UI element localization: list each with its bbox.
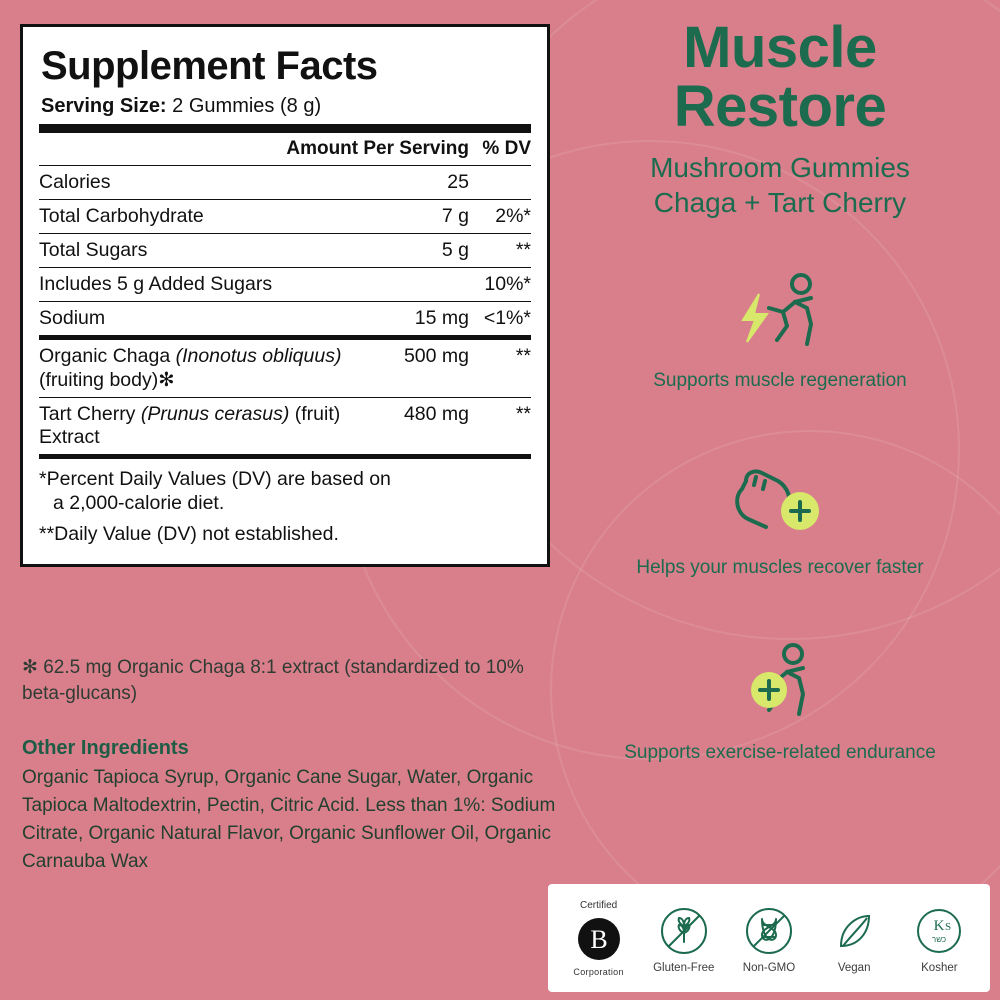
supplement-facts-table-actives bbox=[39, 340, 531, 454]
chaga-extract-note: ✻ 62.5 mg Organic Chaga 8:1 extract (standardized to 10% beta-glucans) bbox=[22, 657, 524, 704]
runner-plus-icon bbox=[575, 640, 985, 732]
bcorp-icon bbox=[558, 911, 640, 967]
product-title-line2: Restore bbox=[673, 74, 887, 140]
benefit-item-3 bbox=[575, 640, 985, 764]
row-dv: ** bbox=[515, 403, 531, 425]
badge-non-gmo bbox=[728, 903, 810, 974]
svg-text:K: K bbox=[933, 917, 945, 934]
badge-gluten-free bbox=[643, 903, 725, 974]
badge-label: Non-GMO bbox=[742, 961, 796, 974]
footnote-line-1b: a 2,000-calorie diet. bbox=[53, 492, 225, 515]
row-name: Total Carbohydrate bbox=[39, 200, 286, 234]
table-header-row bbox=[39, 133, 531, 166]
header-blank bbox=[39, 133, 286, 166]
serving-size-value: 2 Gummies (8 g) bbox=[172, 95, 322, 117]
badge-label: Gluten-Free bbox=[653, 961, 715, 974]
row-amount: 25 bbox=[286, 166, 469, 200]
row-amount: 500 mg bbox=[349, 340, 469, 398]
table-row bbox=[39, 302, 531, 336]
other-ingredients-body: Organic Tapioca Syrup, Organic Cane Sugar, Water, Organic Tapioca Maltodextrin, Pectin, Citric Acid. Less than 1%: Sodium Citrate, Organic Natural Flavor, Organic Sunflower Oil, Organic Carnauba Wax bbox=[22, 767, 556, 873]
serving-size-label: Serving Size: bbox=[41, 95, 167, 117]
svg-text:B: B bbox=[589, 924, 608, 954]
row-amount: 480 mg bbox=[403, 403, 469, 425]
footnotes bbox=[39, 459, 531, 554]
row-dv: <1%* bbox=[483, 307, 531, 329]
benefit-item-2 bbox=[575, 455, 985, 579]
supplement-facts-table bbox=[39, 133, 531, 335]
header-percent-dv: % DV bbox=[469, 133, 531, 166]
row-name: Sodium bbox=[39, 307, 106, 329]
table-row bbox=[39, 166, 531, 200]
row-dv: 10%* bbox=[469, 268, 531, 302]
benefit-caption: Supports muscle regeneration bbox=[653, 370, 907, 391]
row-name: Tart Cherry (Prunus cerasus) (fruit) Extract bbox=[39, 403, 341, 448]
row-name: Organic Chaga (Inonotus obliquus) (fruiting body)✻ bbox=[39, 340, 349, 398]
product-title-line1: Muscle bbox=[683, 15, 877, 80]
non-gmo-icon bbox=[728, 903, 810, 959]
kosher-icon bbox=[898, 903, 980, 959]
product-subtitle-line2: Chaga + Tart Cherry bbox=[653, 187, 907, 219]
certification-badges bbox=[548, 884, 990, 992]
footnote-daily-value bbox=[39, 467, 531, 516]
flexed-arm-plus-icon bbox=[575, 455, 985, 547]
table-row bbox=[39, 234, 531, 268]
svg-text:כשר: כשר bbox=[932, 934, 947, 944]
row-dv: 2%* bbox=[469, 200, 531, 234]
runner-lightning-icon bbox=[575, 268, 985, 360]
table-row bbox=[39, 340, 531, 398]
row-dv bbox=[469, 166, 531, 200]
gluten-free-icon bbox=[643, 903, 725, 959]
footnote-line-1: *Percent Daily Values (DV) are based on bbox=[39, 468, 391, 490]
product-title bbox=[575, 15, 985, 140]
header-amount-per-serving: Amount Per Serving bbox=[286, 133, 469, 166]
badge-kosher bbox=[898, 903, 980, 974]
product-subtitle-line1: Mushroom Gummies bbox=[650, 152, 910, 184]
badge-bcorp bbox=[558, 900, 640, 977]
row-amount: 5 g bbox=[286, 234, 469, 268]
row-amount: 15 mg bbox=[414, 307, 469, 329]
divider-thick-top bbox=[39, 124, 531, 133]
bcorp-certified-label: Certified bbox=[579, 899, 618, 911]
benefit-item-1 bbox=[575, 268, 985, 392]
row-dv: ** bbox=[469, 340, 531, 398]
other-ingredients-heading: Other Ingredients bbox=[22, 737, 189, 759]
footnote-not-established: **Daily Value (DV) not established. bbox=[39, 522, 339, 545]
badge-label: Kosher bbox=[921, 961, 958, 974]
vegan-leaf-icon bbox=[813, 903, 895, 959]
row-name: Total Sugars bbox=[39, 234, 286, 268]
table-row bbox=[39, 268, 531, 302]
table-row bbox=[39, 398, 531, 455]
benefit-caption: Supports exercise-related endurance bbox=[624, 742, 936, 763]
svg-text:S: S bbox=[945, 920, 952, 933]
bcorp-corporation-label: Corporation bbox=[573, 966, 624, 977]
row-amount: 7 g bbox=[286, 200, 469, 234]
badge-label: Vegan bbox=[837, 961, 871, 974]
table-row bbox=[39, 200, 531, 234]
row-amount bbox=[286, 268, 469, 302]
product-header bbox=[575, 15, 985, 220]
serving-size bbox=[41, 95, 531, 118]
supplement-facts-panel bbox=[20, 24, 550, 567]
benefit-caption: Helps your muscles recover faster bbox=[636, 557, 924, 578]
row-dv: ** bbox=[469, 234, 531, 268]
row-name: Includes 5 g Added Sugars bbox=[39, 268, 286, 302]
row-name: Calories bbox=[39, 166, 286, 200]
supplement-facts-title: Supplement Facts bbox=[41, 44, 378, 88]
badge-vegan bbox=[813, 903, 895, 974]
